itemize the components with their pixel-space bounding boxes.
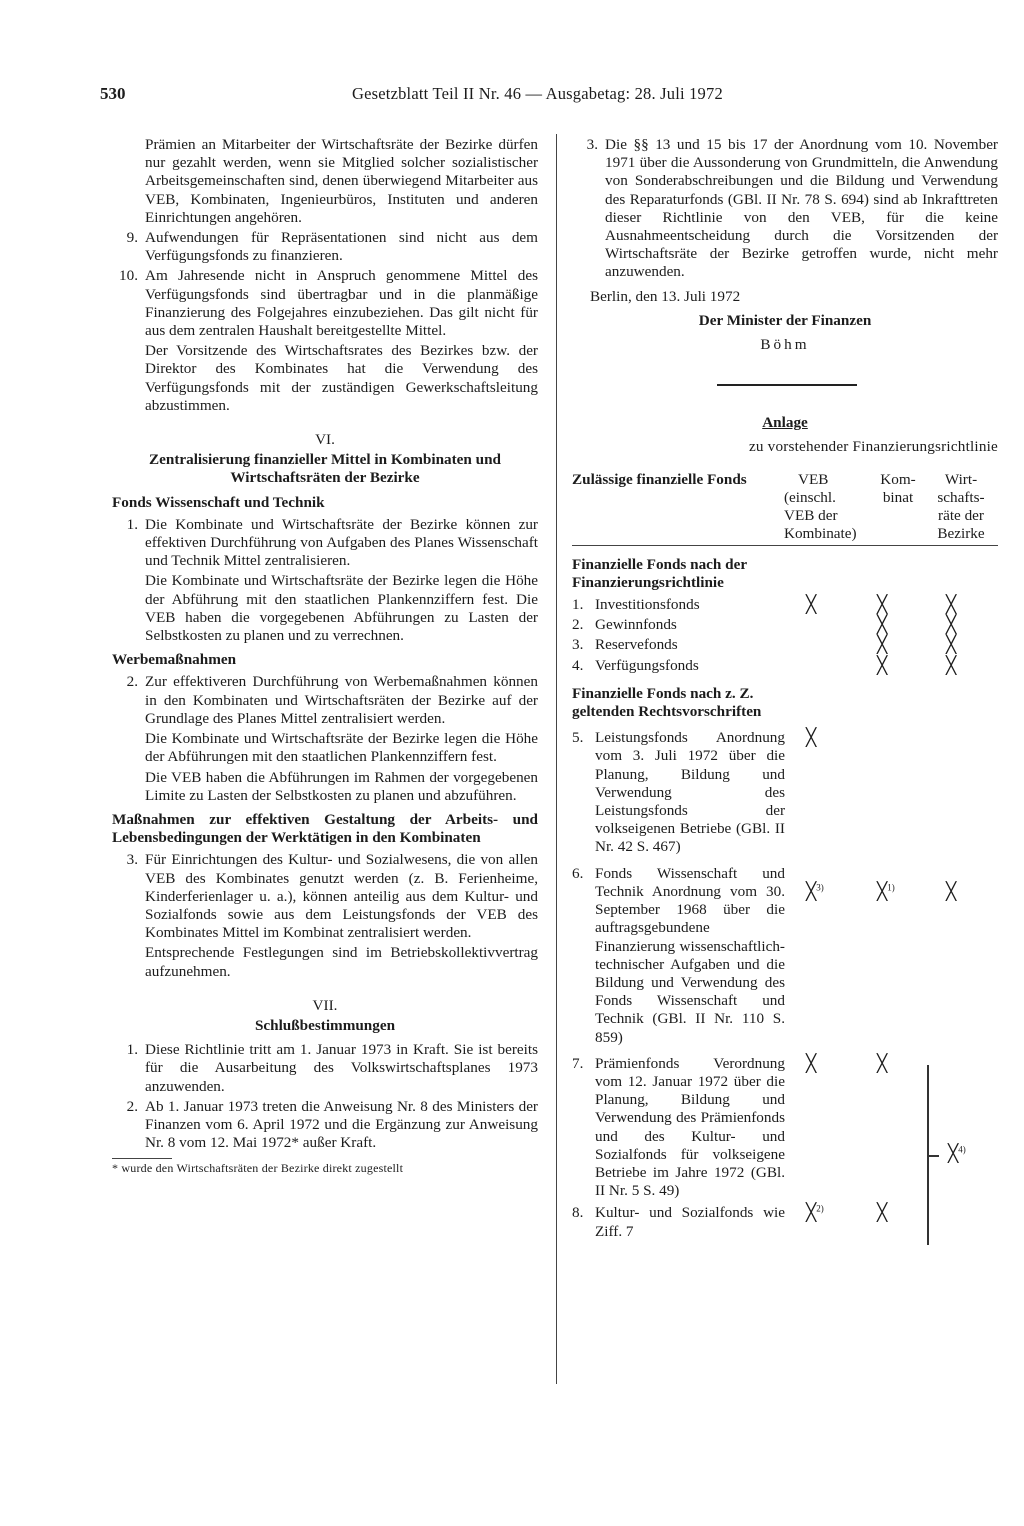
section-number: VI. bbox=[315, 431, 335, 449]
subheading: Fonds Wissenschaft und Technik bbox=[112, 493, 325, 511]
header-line: schafts- bbox=[937, 488, 985, 506]
table-header-divider bbox=[572, 545, 998, 546]
right-column bbox=[572, 136, 998, 1243]
table-group-heading: Finanzielle Fonds nach z. Z. geltenden Rechtsvorschriften bbox=[572, 684, 762, 721]
paragraph: Der Vorsitzende des Wirtschaftsrates des Bezirkes bzw. der Direktor des Kombinates hat die Verwendung des Verfügungsfonds mit der zuständigen Gewerkschaftsleitung abzustimmen. bbox=[145, 342, 538, 414]
fonds-table bbox=[572, 471, 998, 1241]
list-item bbox=[112, 851, 538, 942]
cross-mark: ╳ bbox=[946, 615, 957, 635]
item-number: 2. bbox=[126, 1097, 138, 1115]
item-number: 2. bbox=[126, 673, 138, 691]
row-number: 6. bbox=[572, 864, 584, 882]
signer-name: Böhm bbox=[760, 336, 810, 354]
left-column bbox=[112, 136, 538, 1176]
row-number: 3. bbox=[572, 636, 584, 654]
brace-point bbox=[929, 1155, 939, 1157]
table-row bbox=[572, 596, 998, 614]
row-label: Gewinnfonds bbox=[595, 616, 677, 634]
mark-glyph: ╳ bbox=[806, 881, 817, 901]
row-label: Leistungsfonds Anordnung vom 3. Juli 1972 über die Planung, Bildung und Verwendung des Leistungsfonds der volkseigenen Betriebe (GBl. II Nr. 42 S. 467) bbox=[595, 729, 785, 856]
item-number: 9. bbox=[126, 229, 138, 247]
place-date: Berlin, den 13. Juli 1972 bbox=[590, 287, 741, 305]
list-item bbox=[572, 136, 998, 282]
table-header bbox=[572, 471, 998, 541]
mark-glyph: ╳ bbox=[948, 1143, 959, 1163]
separator bbox=[717, 384, 857, 386]
cross-mark: ╳ bbox=[877, 1053, 888, 1073]
item-number: 1. bbox=[126, 515, 138, 533]
cross-mark: ╳ bbox=[806, 595, 817, 615]
header-line: VEB der bbox=[784, 507, 838, 525]
header-line: räte der bbox=[938, 507, 984, 525]
mark-glyph: ╳ bbox=[806, 1203, 817, 1223]
column-header-kombinat bbox=[870, 471, 926, 507]
row-label: Prämienfonds Verordnung vom 12. Januar 1972 über die Planung, Bildung und Verwendung des Prämienfonds und des Kultur- und Sozialfonds für volkseigene Betriebe im Jahre 1972 (GBl. II Nr. 5 S. 49) bbox=[595, 1054, 785, 1200]
row-number: 2. bbox=[572, 616, 584, 634]
item-text: Zur effektiveren Durchführung von Werbemaßnahmen können in den Kombinaten und Wirtschaftsräten der Bezirke auf der Grundlage des Planes Mittel zentralisiert werden. bbox=[145, 673, 538, 727]
table-row bbox=[572, 657, 998, 675]
cross-mark bbox=[948, 1145, 966, 1163]
subheading: Maßnahmen zur effektiven Gestaltung der Arbeits- und Lebensbedingungen der Werktätigen in den Kombinaten bbox=[112, 810, 538, 847]
cross-mark: ╳ bbox=[946, 635, 957, 655]
signer-title: Der Minister der Finanzen bbox=[698, 311, 872, 329]
annex-title: Anlage bbox=[762, 414, 808, 432]
footnote-ref: 1) bbox=[887, 882, 895, 893]
cross-mark: ╳ bbox=[877, 635, 888, 655]
item-text: Diese Richtlinie tritt am 1. Januar 1973 in Kraft. Sie ist bereits für die Ausarbeitung des Volkswirtschaftsplanes 1973 anzuwenden. bbox=[145, 1041, 538, 1095]
cross-mark: ╳ bbox=[806, 728, 817, 748]
cross-mark: ╳ bbox=[877, 655, 888, 675]
list-item bbox=[112, 229, 538, 265]
footnote-ref: 2) bbox=[816, 1203, 824, 1214]
cross-mark: ╳ bbox=[806, 1053, 817, 1073]
item-text: Aufwendungen für Repräsentationen sind nicht aus dem Verfügungsfonds zu finanzieren. bbox=[145, 229, 538, 265]
section-number: VII. bbox=[312, 996, 338, 1014]
footnote: * wurde den Wirtschaftsräten der Bezirke direkt zugestellt bbox=[112, 1161, 404, 1176]
row-label: Fonds Wissenschaft und Technik Anordnung vom 30. September 1968 über die auftragsgebundene Finanzierung wissenschaftlich-technischer Aufgaben und die Bildung und Verwendung des Fonds Wissenschaft und Technik (GBl. II Nr. 110 S. 859) bbox=[595, 864, 785, 1046]
item-number: 1. bbox=[126, 1041, 138, 1059]
row-number: 1. bbox=[572, 596, 584, 614]
cross-mark: ╳ bbox=[877, 1203, 888, 1223]
table-row bbox=[572, 865, 998, 1047]
row-number: 5. bbox=[572, 729, 584, 747]
cross-mark: ╳ bbox=[946, 655, 957, 675]
item-text: Die §§ 13 und 15 bis 17 der Anordnung vom 10. November 1971 über die Aussonderung von Grundmitteln, die Anwendung von Sonderabschreibungen und die Bildung und Verwendung des Reparaturfonds (GBl. II Nr. 78 S. 694) sind ab Inkrafttreten dieser Richtlinie von den VEB, für die keine Ausnahmeentscheidung durch die Vorsitzenden der Wirtschaftsräte der Bezirke getroffen wurde, nicht mehr anzuwenden. bbox=[605, 136, 998, 281]
cross-mark: ╳ bbox=[877, 615, 888, 635]
section-title: Schlußbestimmungen bbox=[254, 1016, 396, 1034]
header-line: binat bbox=[882, 488, 914, 506]
column-divider bbox=[556, 134, 557, 1384]
header-line: Kombinate) bbox=[784, 525, 857, 543]
table-row bbox=[572, 616, 998, 634]
table-row bbox=[572, 729, 998, 856]
table-row bbox=[572, 1204, 998, 1240]
cross-mark: ╳ bbox=[946, 881, 957, 901]
paragraph: Prämien an Mitarbeiter der Wirtschaftsräte der Bezirke dürfen nur gezahlt werden, wenn sie Mitglied solcher sozialistischer Arbeitsgemeinschaften sind, denen überwiegend Mitarbeiter aus VEB, Kombinaten, Ingenieurbüros, Instituten und anderen Einrichtungen angehören. bbox=[145, 136, 538, 226]
list-item bbox=[112, 673, 538, 728]
item-number: 3. bbox=[586, 136, 598, 153]
section-title: Zentralisierung finanzieller Mittel in Kombinaten und Wirtschaftsräten der Bezirke bbox=[149, 451, 501, 487]
item-number: 3. bbox=[126, 851, 138, 869]
item-text: Für Einrichtungen des Kultur- und Sozialwesens, die von allen VEB des Kombinates genutzt werden (z. B. Ferienheime, Kinderferienlager u. a.), können anteilig aus dem Kultur- und Sozialfonds sowie aus dem Leistungsfonds der VEB des Kombinates Mittel im Kombinat zentralisiert werden. bbox=[145, 851, 538, 942]
footnote-ref: 3) bbox=[816, 882, 824, 893]
header-line: VEB bbox=[798, 470, 829, 488]
paragraph: Die VEB haben die Abführungen im Rahmen der vorgegebenen Limite zu Lasten der Selbstkosten zu planen und abzuführen. bbox=[145, 768, 538, 804]
row-number: 8. bbox=[572, 1204, 584, 1222]
brace-group bbox=[572, 1055, 998, 1241]
paragraph: Die Kombinate und Wirtschaftsräte der Bezirke legen die Höhe der Abführung mit den staatlichen Plankennziffern fest. Die VEB haben die vorgegebenen Abführungen zu Lasten der Selbstkosten zu planen und zu verrechnen. bbox=[145, 572, 538, 645]
cross-mark: ╳ bbox=[946, 595, 957, 615]
cross-mark bbox=[877, 883, 895, 901]
cross-mark bbox=[806, 1204, 824, 1222]
cross-mark: ╳ bbox=[877, 595, 888, 615]
header-line: Bezirke bbox=[937, 525, 985, 543]
list-item bbox=[112, 1098, 538, 1153]
item-text: Die Kombinate und Wirtschaftsräte der Bezirke können zur effektiven Durchführung von Aufgaben des Planes Wissenschaft und Technik Mittel zentralisieren. bbox=[145, 515, 538, 570]
footnote-divider bbox=[112, 1158, 172, 1159]
mark-glyph: ╳ bbox=[877, 881, 888, 901]
header-line: (einschl. bbox=[784, 488, 836, 506]
row-label: Investitionsfonds bbox=[595, 596, 700, 614]
page-number: 530 bbox=[100, 84, 126, 103]
item-text: Am Jahresende nicht in Anspruch genommene Mittel des Verfügungsfonds sind übertragbar und in die planmäßige Finanzierung des Folgejahres einzubeziehen. Das gilt nicht für aus dem zentralen Haushalt bereitgestellte Mittel. bbox=[145, 267, 538, 340]
list-item bbox=[112, 1041, 538, 1096]
list-item bbox=[112, 267, 538, 340]
header-line: Wirt- bbox=[944, 470, 978, 488]
paragraph: Entsprechende Festlegungen sind im Betriebskollektivvertrag aufzunehmen. bbox=[145, 944, 538, 980]
header-line: Kom- bbox=[880, 470, 916, 488]
table-row bbox=[572, 636, 998, 654]
paragraph: Die Kombinate und Wirtschaftsräte der Bezirke legen die Höhe der Abführungen mit den staatlichen Plankennziffern fest. bbox=[145, 730, 538, 766]
footnote-ref: 4) bbox=[958, 1144, 966, 1155]
column-header-fonds: Zulässige finanzielle Fonds bbox=[572, 470, 747, 488]
subheading: Werbemaßnahmen bbox=[112, 651, 237, 669]
running-head: Gesetzblatt Teil II Nr. 46 — Ausgabetag: 28. Juli 1972 bbox=[352, 84, 723, 103]
cross-mark bbox=[806, 883, 824, 901]
table-group-heading: Finanzielle Fonds nach der Finanzierungsrichtlinie bbox=[572, 555, 747, 591]
row-label: Kultur- und Sozialfonds wie Ziff. 7 bbox=[595, 1204, 785, 1240]
row-number: 7. bbox=[572, 1054, 584, 1072]
column-header-veb bbox=[784, 471, 874, 544]
list-item bbox=[112, 516, 538, 571]
row-label: Reservefonds bbox=[595, 636, 678, 654]
row-number: 4. bbox=[572, 656, 584, 674]
table-row bbox=[572, 1055, 998, 1201]
row-label: Verfügungsfonds bbox=[595, 656, 699, 674]
item-text: Ab 1. Januar 1973 treten die Anweisung Nr. 8 des Ministers der Finanzen vom 6. April 1972 und die Ergänzung zur Anweisung Nr. 8 vom 12. Mai 1972* außer Kraft. bbox=[145, 1097, 538, 1152]
item-number: 10. bbox=[119, 267, 138, 285]
column-header-wirtschaftsraete bbox=[924, 471, 998, 544]
annex-subtitle: zu vorstehender Finanzierungsrichtlinie bbox=[748, 438, 998, 456]
